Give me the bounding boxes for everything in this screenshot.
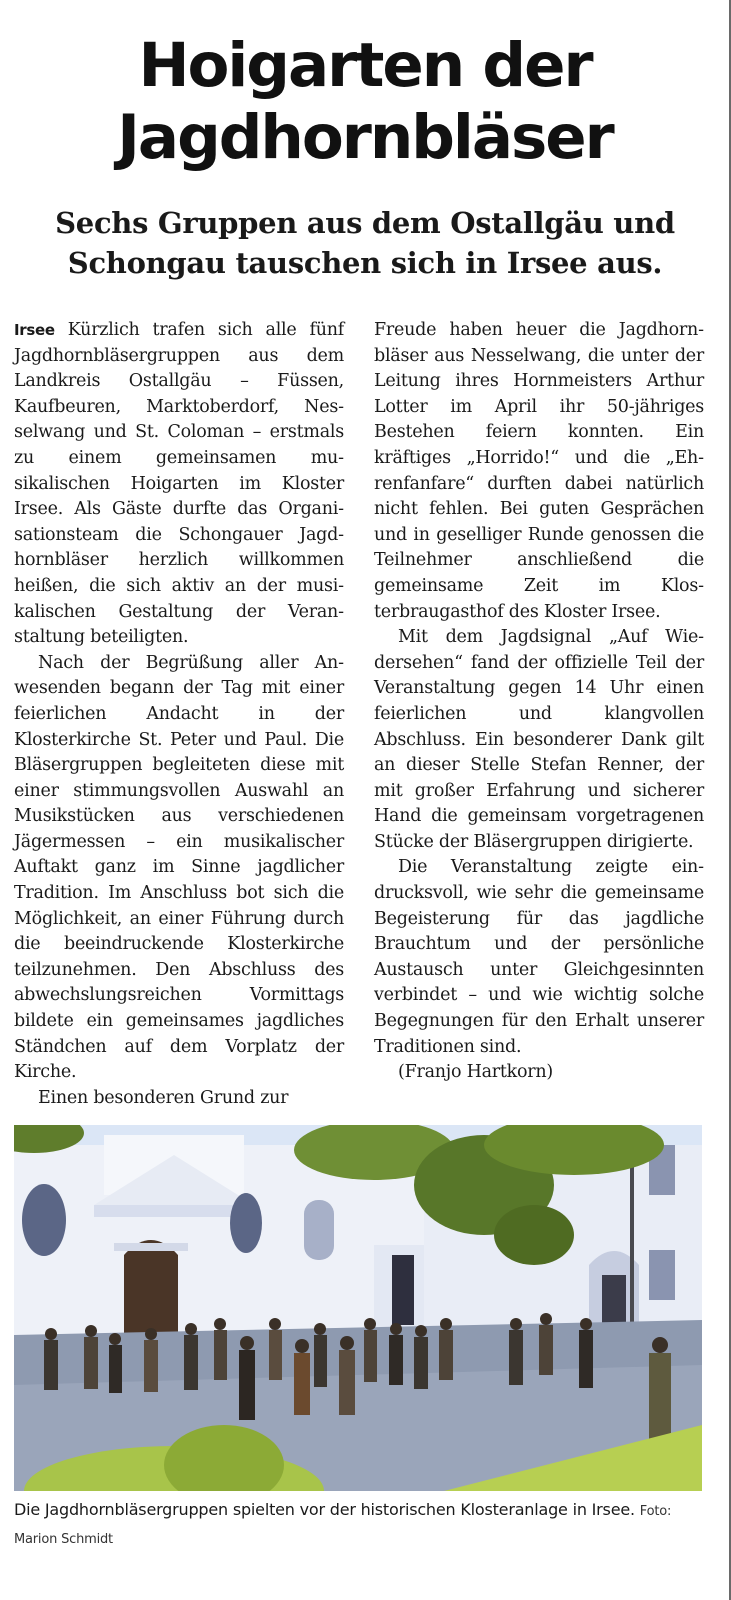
headline-line-2: Jagdhornbläser: [117, 102, 613, 173]
subheadline-line-2: Schongau tauschen sich in Irsee aus.: [67, 246, 663, 280]
headline: [20, 30, 710, 174]
photo-caption-text: Die Jagdhornbläsergruppen spielten vor der historischen Klosteranlage in Irsee.: [14, 1500, 635, 1519]
dateline: Irsee: [14, 321, 55, 339]
paragraph-3-start: Einen besonderen Grund zur: [38, 1087, 289, 1108]
paragraph-3-continued: Freude haben heuer die Jagdhornbläser aus Nesselwang, die unter der Leitung ihres Hornmeisters Arthur Lotter im April ihr 50-jähriges Bestehen feiern konnten. Ein kräftiges „Horrido!“ und die „Ehrenfanfare“ durften dabei natürlich nicht fehlen. Bei guten Gesprächen und in geselliger Runde genossen die Teilnehmer anschließend die gemeinsame Zeit im Klosterbraugasthof des Kloster Irsee.: [374, 320, 704, 622]
photo-conductor: [649, 1353, 671, 1441]
photo-monastery-hornists: [14, 1125, 702, 1491]
photo-caption: [14, 1497, 704, 1553]
paragraph-2: Nach der Begrüßung aller Anwesenden begann der Tag mit einer feierlichen Andacht in der Klosterkirche St. Peter und Paul. Die Bläsergruppen begleiteten diese mit einer stimmungsvollen Auswahl an Musikstücken aus verschiedenen Jägermessen – ein musikalischer Auftakt ganz im Sinne jagdlicher Tradition. Im Anschluss bot sich die Möglichkeit, an einer Führung durch die beeindruckende Klosterkirche teilzunehmen. Den Abschluss des abwechslungsreichen Vormittags bildete ein gemeinsames jagdliches Ständchen auf dem Vorplatz der Kirche.: [14, 652, 344, 1083]
paragraph-4: Mit dem Jagdsignal „Auf Wiedersehen“ fand der offizielle Teil der Veranstaltung gegen 14 Uhr einen feierlichen und klangvollen Abschluss. Ein besonderer Dank gilt an dieser Stelle Stefan Renner, der mit großer Erfahrung und sicherer Hand die gemeinsam vorgetragenen Stücke der Bläsergruppen dirigierte.: [374, 627, 704, 852]
paragraph-5: Die Veranstaltung zeigte eindrucksvoll, wie sehr die gemeinsame Begeisterung für das jagdliche Brauchtum und der persönliche Austausch unter Gleichgesinnten verbindet – und wie wichtig solche Begegnungen für den Erhalt unserer Traditionen sind.: [374, 857, 704, 1057]
column-left: [14, 318, 344, 1111]
paragraph-1-text: Kürzlich trafen sich alle fünf Jagdhornbläsergruppen aus dem Landkreis Ostallgäu – Füssen, Kaufbeuren, Marktoberdorf, Nesselwang und St. Coloman – erstmals zu einem gemeinsamen musikalischen Hoigarten im Kloster Irsee. Als Gäste durfte das Organisationsteam die Schongauer Jagdhornbläser herzlich willkommen heißen, die sich aktiv an der musikalischen Gestaltung der Veranstaltung beteiligten.: [14, 320, 344, 648]
photo-church-door: [124, 1240, 178, 1335]
photo-window-round: [22, 1184, 66, 1256]
photo-credit: Foto: Marion Schmidt: [14, 1504, 672, 1547]
author-byline: (Franjo Hartkorn): [398, 1062, 554, 1083]
column-right: [374, 318, 704, 1111]
subheadline-line-1: Sechs Gruppen aus dem Ostallgäu und: [55, 206, 675, 240]
paragraph-1: [14, 318, 344, 651]
subheadline: [20, 203, 710, 283]
article-body: [14, 318, 704, 1111]
headline-line-1: Hoigarten der: [138, 30, 592, 101]
